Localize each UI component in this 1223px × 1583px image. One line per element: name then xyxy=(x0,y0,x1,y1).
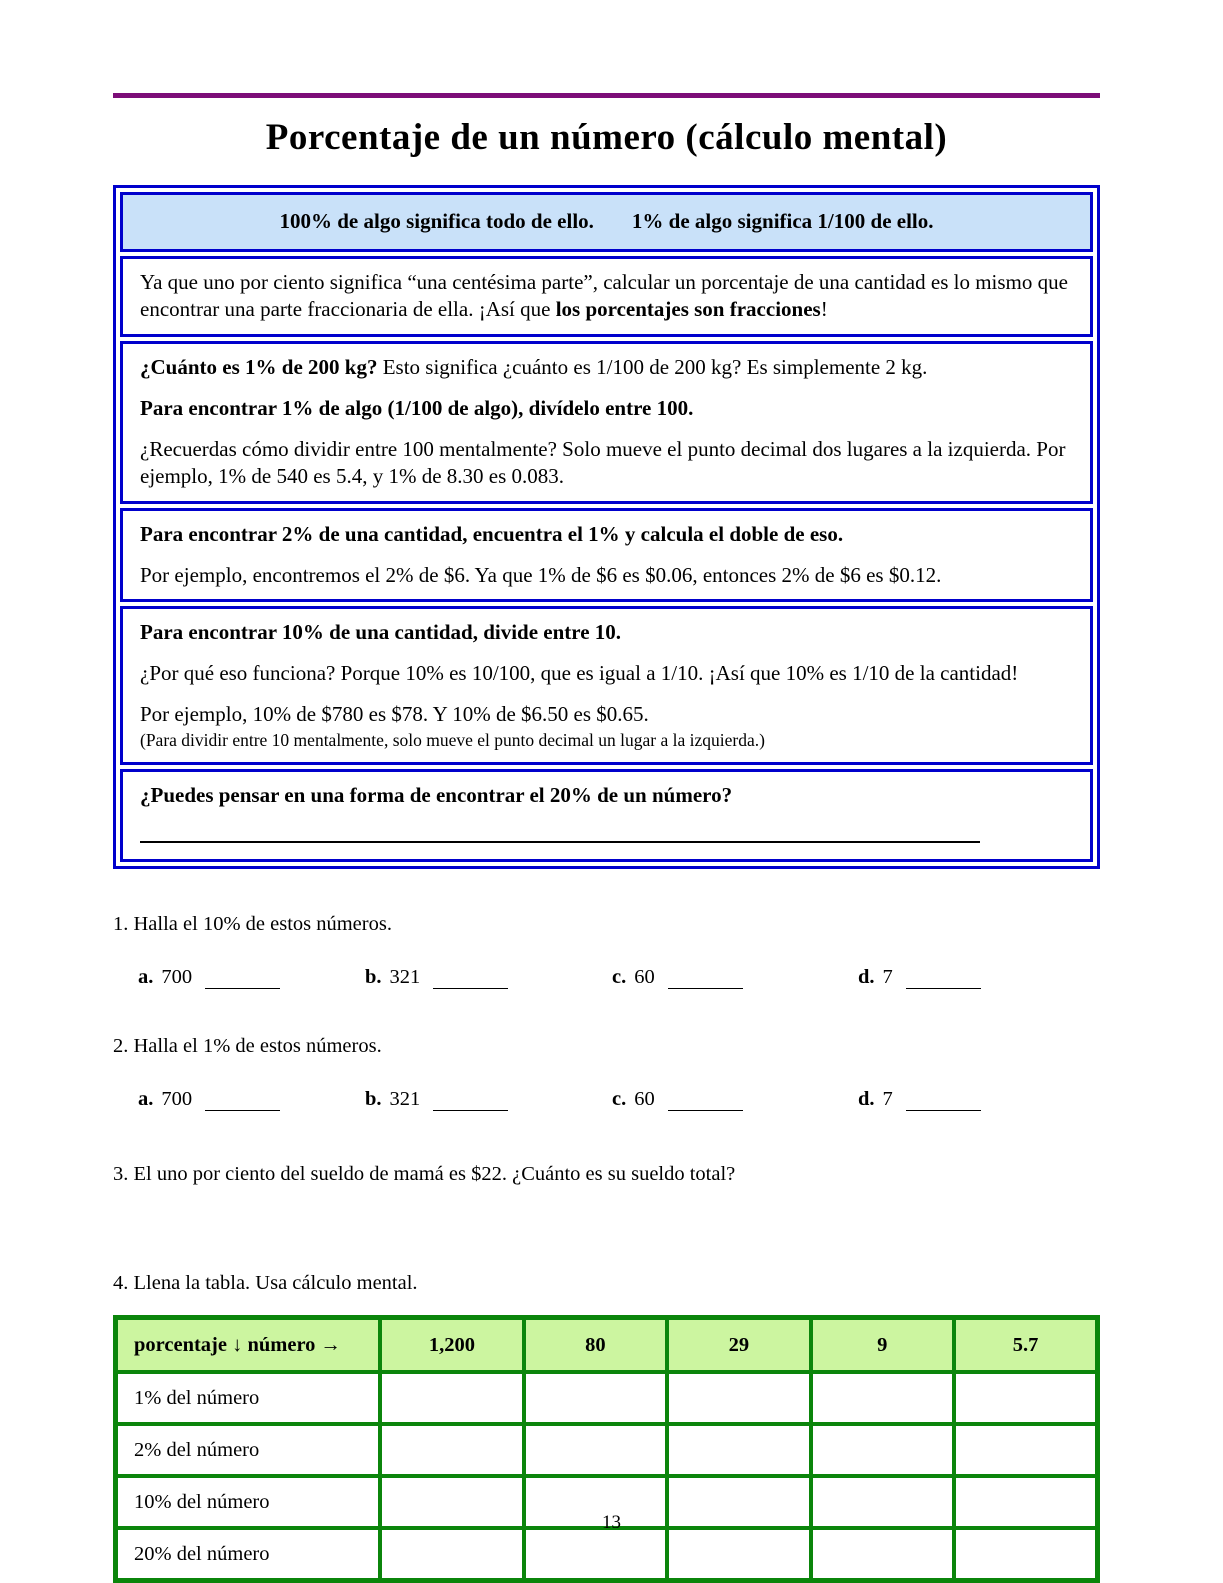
exercise-1-prompt: 1. Halla el 10% de estos números. xyxy=(113,913,392,936)
two-percent-rule-bold: Para encontrar 2% de una cantidad, encuentra el 1% y calcula el doble de eso. xyxy=(140,522,844,547)
item-value: 60 xyxy=(634,966,655,989)
answer-cell[interactable] xyxy=(811,1372,954,1424)
answer-blank[interactable] xyxy=(205,1092,280,1111)
table-row xyxy=(116,1372,1098,1424)
two-percent-example: Por ejemplo, encontremos el 2% de $6. Ya que 1% de $6 es $0.06, entonces 2% de $6 es $0.12. xyxy=(140,562,942,587)
table-col-header: 29 xyxy=(667,1318,810,1373)
answer-cell[interactable] xyxy=(380,1528,523,1581)
ten-percent-why: ¿Por qué eso funciona? Porque 10% es 10/100, que es igual a 1/10. ¡Así que 10% es 1/10 de la cantidad! xyxy=(140,661,1019,686)
item-value: 7 xyxy=(882,966,893,989)
table-corner-label: porcentaje ↓ número → xyxy=(116,1318,381,1373)
answer-blank[interactable] xyxy=(668,1092,743,1111)
exercise-2-prompt: 2. Halla el 1% de estos números. xyxy=(113,1035,382,1058)
item-label: d. xyxy=(858,1088,875,1111)
two-percent-section xyxy=(120,508,1093,602)
intro-text-2: ! xyxy=(820,297,828,322)
one-percent-rule-bold: Para encontrar 1% de algo (1/100 de algo), divídelo entre 100. xyxy=(140,395,694,420)
intro-section xyxy=(120,256,1093,337)
ten-percent-small-note: (Para dividir entre 10 mentalmente, solo mueve el punto decimal un lugar a la izquierda.) xyxy=(140,729,765,750)
percentage-table xyxy=(113,1315,1100,1583)
twenty-percent-question-bold: ¿Puedes pensar en una forma de encontrar el 20% de un número? xyxy=(140,782,733,807)
item-label: d. xyxy=(858,966,875,989)
answer-blank[interactable] xyxy=(668,970,743,989)
answer-blank[interactable] xyxy=(906,1092,981,1111)
answer-cell[interactable] xyxy=(954,1528,1098,1581)
exercise-2-item-d xyxy=(858,1088,981,1111)
twenty-percent-question xyxy=(140,782,1073,810)
table-header-row xyxy=(116,1318,1098,1373)
item-label: a. xyxy=(138,966,154,989)
page-title: Porcentaje de un número (cálculo mental) xyxy=(265,117,948,158)
table-col-header: 80 xyxy=(524,1318,667,1373)
table-row-label: 20% del número xyxy=(116,1528,381,1581)
answer-cell[interactable] xyxy=(811,1424,954,1476)
table-col-header: 5.7 xyxy=(954,1318,1098,1373)
ten-percent-section xyxy=(120,606,1093,764)
item-label: b. xyxy=(365,966,382,989)
page-number: 13 xyxy=(602,1512,621,1533)
table-col-header: 1,200 xyxy=(380,1318,523,1373)
top-divider-rule xyxy=(113,93,1100,98)
answer-cell[interactable] xyxy=(954,1424,1098,1476)
one-percent-note: ¿Recuerdas cómo dividir entre 100 mentalmente? Solo mueve el punto decimal dos lugares a la izquierda. Por ejemplo, 1% de 540 es 5.4, y 1% de 8.30 es 0.083. xyxy=(140,436,1066,489)
answer-cell[interactable] xyxy=(524,1528,667,1581)
item-value: 60 xyxy=(634,1088,655,1111)
answer-blank[interactable] xyxy=(433,1092,508,1111)
intro-paragraph xyxy=(140,269,1073,324)
intro-bold-text: los porcentajes son fracciones xyxy=(555,297,821,322)
answer-blank[interactable] xyxy=(205,970,280,989)
answer-blank[interactable] xyxy=(906,970,981,989)
one-percent-rule xyxy=(140,395,1073,423)
ten-percent-example: Por ejemplo, 10% de $780 es $78. Y 10% de $6.50 es $0.65. xyxy=(140,701,649,726)
item-label: c. xyxy=(612,966,627,989)
one-percent-question xyxy=(140,354,1073,382)
table-row-label: 2% del número xyxy=(116,1424,381,1476)
item-value: 321 xyxy=(389,1088,421,1111)
table-row-label: 1% del número xyxy=(116,1372,381,1424)
answer-cell[interactable] xyxy=(667,1372,810,1424)
header-statement-1: 100% de algo significa todo de ello. xyxy=(279,209,594,233)
exercise-1-item-d xyxy=(858,966,981,989)
exercise-4-prompt: 4. Llena la tabla. Usa cálculo mental. xyxy=(113,1272,418,1295)
one-percent-question-bold: ¿Cuánto es 1% de 200 kg? xyxy=(140,355,378,380)
exercise-2-item-a xyxy=(138,1088,365,1111)
item-value: 7 xyxy=(882,1088,893,1111)
item-value: 700 xyxy=(161,1088,193,1111)
item-value: 321 xyxy=(389,966,421,989)
two-percent-rule xyxy=(140,521,1073,549)
item-label: c. xyxy=(612,1088,627,1111)
exercise-2-item-b xyxy=(365,1088,612,1111)
table-col-header: 9 xyxy=(811,1318,954,1373)
answer-blank[interactable] xyxy=(433,970,508,989)
twenty-percent-section xyxy=(120,769,1093,863)
one-percent-section xyxy=(120,341,1093,504)
answer-cell[interactable] xyxy=(811,1528,954,1581)
exercise-1-item-a xyxy=(138,966,365,989)
table-row-label: 10% del número xyxy=(116,1476,381,1528)
table-row xyxy=(116,1528,1098,1581)
info-box xyxy=(113,185,1100,869)
answer-cell[interactable] xyxy=(954,1372,1098,1424)
answer-cell[interactable] xyxy=(667,1424,810,1476)
item-value: 700 xyxy=(161,966,193,989)
intro-text-1: Ya que uno por ciento significa “una centésima parte”, calcular un porcentaje de una cantidad es lo mismo que encontrar una parte fraccionaria de ella. ¡Así que xyxy=(140,269,1068,322)
content-column xyxy=(113,0,1100,1583)
one-percent-question-rest: Esto significa ¿cuánto es 1/100 de 200 kg? Es simplemente 2 kg. xyxy=(377,355,928,380)
exercise-1-items xyxy=(138,966,1100,989)
answer-cell[interactable] xyxy=(667,1528,810,1581)
exercise-2-items xyxy=(138,1088,1100,1111)
answer-cell[interactable] xyxy=(380,1424,523,1476)
answer-cell[interactable] xyxy=(524,1424,667,1476)
answer-cell[interactable] xyxy=(380,1372,523,1424)
answer-cell[interactable] xyxy=(524,1372,667,1424)
twenty-percent-answer-blank[interactable] xyxy=(140,839,980,843)
info-box-header xyxy=(120,192,1093,252)
exercise-1-item-b xyxy=(365,966,612,989)
exercise-1-item-c xyxy=(612,966,858,989)
table-row xyxy=(116,1424,1098,1476)
item-label: a. xyxy=(138,1088,154,1111)
exercise-3-prompt: 3. El uno por ciento del sueldo de mamá es $22. ¿Cuánto es su sueldo total? xyxy=(113,1163,736,1186)
ten-percent-rule xyxy=(140,619,1073,647)
item-label: b. xyxy=(365,1088,382,1111)
ten-percent-rule-bold: Para encontrar 10% de una cantidad, divide entre 10. xyxy=(140,620,622,645)
exercise-2-item-c xyxy=(612,1088,858,1111)
header-statement-2: 1% de algo significa 1/100 de ello. xyxy=(631,209,934,233)
